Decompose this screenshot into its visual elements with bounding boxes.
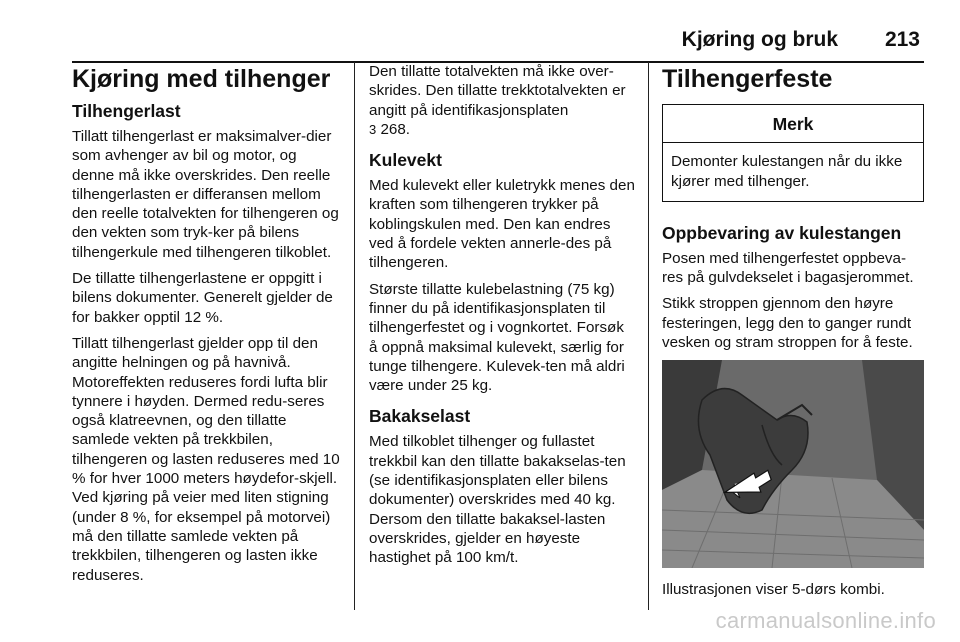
column-2 [369,62,635,575]
figure-caption: Illustrasjonen viser 5-dørs kombi. [662,581,885,599]
column-divider-1 [354,62,355,610]
paragraph: Med tilkoblet tilhenger og fullastet trekkbil kan den tillatte bakakselas-ten (se identifikasjonsplaten eller bilens dokumenter) overskrides med 40 kg. Dersom den tillatte bakaksel-lasten overskrides, gjelder en høyeste hastighet på 100 km/t. [369,433,626,567]
paragraph: Tillatt tilhengerlast gjelder opp til den angitte helningen og på havnivå. Motoreffekten reduseres fordi lufta blir tynnere i høyden. Dermed redu-seres også klatreevnen, og den tillatte samlede vekten på trekkbilen, tilhengeren og lasten reduseres med 10 % for hver 1000 meters høydefor-skjell. Ved kjøring på veier med liten stigning (under 8 %, for eksempel på motorvei) må den tillatte samlede vekten på trekkbilen, tilhengeren og lasten ikke reduseres. [72,334,340,584]
section-heading-oppbevaring: Oppbevaring av kulestangen [662,222,902,243]
paragraph: Med kulevekt eller kuletrykk menes den kraften som tilhengeren trykker på koblingskulen med. Den kan endres ved å fordele vekten annerle-des på tilhengeren. [369,177,635,272]
column-divider-2 [648,62,649,610]
note-label: Merk [663,105,923,143]
chapter-title-tilhengerfeste: Tilhengerfeste [662,65,833,93]
paragraph: Tillatt tilhengerlast er maksimalver-dier som avhenger av bil og motor, og denne må ikke overskrides. Den reelle tilhengerlasten er differansen mellom den reelle totalvekten for tilhengeren og den vekten som tryk-ker på bilens tilhengerkule med tilhengeren tilkoblet. [72,128,339,261]
column-1 [72,62,342,592]
note-box [662,104,924,202]
page-ref-link[interactable]: 268. [380,120,411,138]
page-number: 213 [884,28,920,51]
paragraph-text: Den tillatte totalvekten må ikke over-skrides. Den tillatte trekktotalvekten er angitt på identifikasjonsplaten [369,63,626,119]
paragraph: Største tillatte kulebelastning (75 kg) finner du på identifikasjonsplaten til tilhengerfestet og i vognkortet. Forsøk å oppnå maksimal kulevekt, særlig for tunge tilhengere. Kulevek-ten må aldri være under 25 kg. [369,280,625,395]
page-header [72,28,924,58]
section-heading-kulevekt: Kulevekt [369,150,442,171]
trunk-illustration [662,360,924,568]
header-title: Kjøring og bruk [681,28,838,51]
note-text: Demonter kulestangen når du ikke kjører med tilhenger. [671,153,903,190]
chapter-title: Kjøring med tilhenger [72,65,331,93]
paragraph: De tillatte tilhengerlastene er oppgitt i bilens dokumenter. Generelt gjelder de for bakker opptil 12 %. [72,270,333,326]
page-ref-arrow-icon: 3 [369,121,377,137]
paragraph [369,62,635,139]
watermark: carmanualsonline.info [715,608,936,633]
paragraph: Posen med tilhengerfestet oppbeva-res på gulvdekselet i bagasjerommet. [662,249,914,287]
trunk-illustration-svg [662,360,924,568]
section-heading-tilhengerlast: Tilhengerlast [72,101,181,121]
paragraph: Stikk stroppen gjennom den høyre festeringen, legg den to ganger rundt vesken og stram stroppen for å feste. [662,295,913,352]
section-heading-bakakselast: Bakakselast [369,406,471,427]
column-3 [662,62,924,607]
